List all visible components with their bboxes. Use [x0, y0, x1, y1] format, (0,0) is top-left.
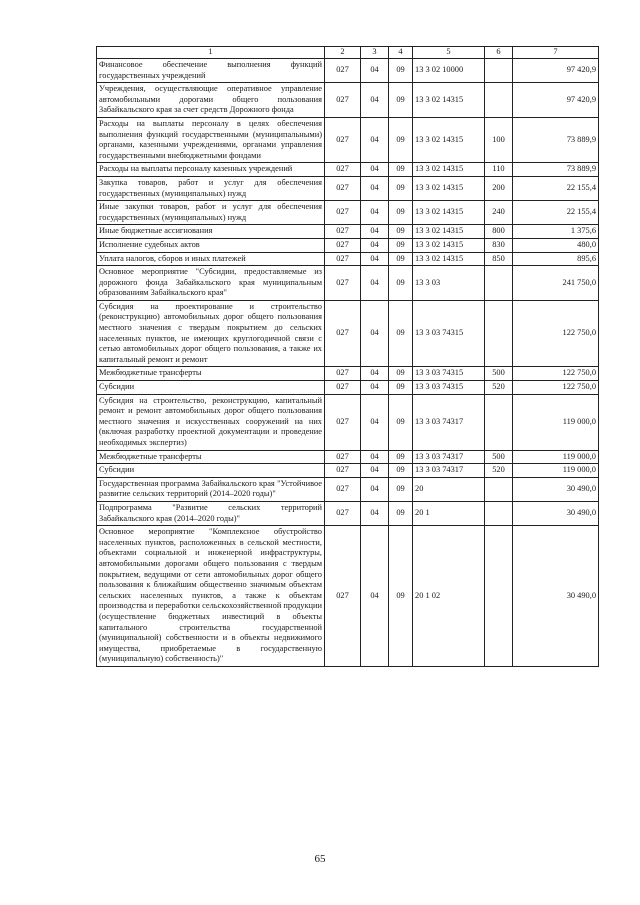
row-name-cell: Межбюджетные трансферты: [97, 450, 325, 464]
amount-cell: 1 375,6: [513, 225, 599, 239]
table-row: [97, 176, 599, 200]
admin-code-cell: 027: [325, 225, 361, 239]
amount-cell: 895,6: [513, 252, 599, 266]
admin-code-cell: 027: [325, 117, 361, 162]
amount-cell: 119 000,0: [513, 394, 599, 450]
row-name-cell: Иные закупки товаров, работ и услуг для обеспечения государственных (муниципальных) нужд: [97, 201, 325, 225]
col-header-6: 6: [485, 47, 513, 59]
row-name-cell: Закупка товаров, работ и услуг для обеспечения государственных (муниципальных) нужд: [97, 176, 325, 200]
target-article-cell: 13 3 03 74315: [413, 367, 485, 381]
row-name-cell: Государственная программа Забайкальского края "Устойчивое развитие сельских территорий (2014–2020 годы)": [97, 477, 325, 501]
section-code-cell: 04: [361, 501, 389, 525]
section-code-cell: 04: [361, 238, 389, 252]
expense-type-cell: 110: [485, 163, 513, 177]
expense-type-cell: [485, 477, 513, 501]
table-row: [97, 381, 599, 395]
target-article-cell: 20: [413, 477, 485, 501]
admin-code-cell: 027: [325, 450, 361, 464]
target-article-cell: 13 3 03 74317: [413, 464, 485, 478]
section-code-cell: 04: [361, 477, 389, 501]
row-name-cell: Подпрограмма "Развитие сельских территорий Забайкальского края (2014–2020 годы)": [97, 501, 325, 525]
expense-type-cell: 500: [485, 450, 513, 464]
amount-cell: 122 750,0: [513, 381, 599, 395]
subsection-code-cell: 09: [389, 526, 413, 667]
amount-cell: 73 889,9: [513, 117, 599, 162]
section-code-cell: 04: [361, 450, 389, 464]
table-row: [97, 526, 599, 667]
amount-cell: 22 155,4: [513, 201, 599, 225]
admin-code-cell: 027: [325, 176, 361, 200]
target-article-cell: 13 3 02 14315: [413, 83, 485, 118]
expense-type-cell: 240: [485, 201, 513, 225]
table-body: [97, 59, 599, 667]
section-code-cell: 04: [361, 225, 389, 239]
amount-cell: 119 000,0: [513, 450, 599, 464]
budget-table: [96, 46, 599, 667]
table-row: [97, 501, 599, 525]
admin-code-cell: 027: [325, 266, 361, 301]
section-code-cell: 04: [361, 464, 389, 478]
table-row: [97, 117, 599, 162]
amount-cell: 122 750,0: [513, 300, 599, 367]
subsection-code-cell: 09: [389, 238, 413, 252]
subsection-code-cell: 09: [389, 59, 413, 83]
target-article-cell: 13 3 02 14315: [413, 252, 485, 266]
target-article-cell: 13 3 02 14315: [413, 176, 485, 200]
col-header-1: 1: [97, 47, 325, 59]
table-row: [97, 300, 599, 367]
target-article-cell: 13 3 02 14315: [413, 238, 485, 252]
subsection-code-cell: 09: [389, 83, 413, 118]
col-header-7: 7: [513, 47, 599, 59]
admin-code-cell: 027: [325, 252, 361, 266]
expense-type-cell: 520: [485, 464, 513, 478]
expense-type-cell: 800: [485, 225, 513, 239]
col-header-5: 5: [413, 47, 485, 59]
table-row: [97, 201, 599, 225]
target-article-cell: 13 3 03 74317: [413, 450, 485, 464]
amount-cell: 22 155,4: [513, 176, 599, 200]
page-number: 65: [314, 853, 326, 865]
admin-code-cell: 027: [325, 381, 361, 395]
subsection-code-cell: 09: [389, 176, 413, 200]
amount-cell: 30 490,0: [513, 501, 599, 525]
section-code-cell: 04: [361, 300, 389, 367]
target-article-cell: 13 3 02 14315: [413, 117, 485, 162]
section-code-cell: 04: [361, 83, 389, 118]
expense-type-cell: 100: [485, 117, 513, 162]
admin-code-cell: 027: [325, 367, 361, 381]
section-code-cell: 04: [361, 176, 389, 200]
section-code-cell: 04: [361, 201, 389, 225]
row-name-cell: Иные бюджетные ассигнования: [97, 225, 325, 239]
subsection-code-cell: 09: [389, 394, 413, 450]
subsection-code-cell: 09: [389, 117, 413, 162]
col-header-4: 4: [389, 47, 413, 59]
section-code-cell: 04: [361, 59, 389, 83]
table-row: [97, 225, 599, 239]
table-row: [97, 59, 599, 83]
table-row: [97, 394, 599, 450]
expense-type-cell: 850: [485, 252, 513, 266]
admin-code-cell: 027: [325, 201, 361, 225]
col-header-3: 3: [361, 47, 389, 59]
table-row: [97, 252, 599, 266]
section-code-cell: 04: [361, 117, 389, 162]
admin-code-cell: 027: [325, 477, 361, 501]
table-header-row: [97, 47, 599, 59]
expense-type-cell: 830: [485, 238, 513, 252]
row-name-cell: Финансовое обеспечение выполнения функций государственных учреждений: [97, 59, 325, 83]
table-row: [97, 238, 599, 252]
row-name-cell: Расходы на выплаты персоналу казенных учреждений: [97, 163, 325, 177]
subsection-code-cell: 09: [389, 163, 413, 177]
row-name-cell: Основное мероприятие "Субсидии, предоставляемые из дорожного фонда Забайкальского края муниципальным образованиям Забайкальского края": [97, 266, 325, 301]
row-name-cell: Основное мероприятие "Комплексное обустройство населенных пунктов, расположенных в сельской местности, объектами социальной и инженерной инфраструктуры, автомобильными дорогами общего пользования с твердым покрытием, ведущими от сети автомобильных дорог общего пользования к ближайшим общественно значимым объектам сельских населенных пунктов, а также к объектам производства и переработки сельскохозяйственной продукции (осуществление бюджетных инвестиций в объекты капитального строительства государственной (муниципальной) собственности и в объекты недвижимого имущества, приобретаемые в государственную (муниципальную) собственность)": [97, 526, 325, 667]
amount-cell: 97 420,9: [513, 83, 599, 118]
admin-code-cell: 027: [325, 300, 361, 367]
expense-type-cell: 520: [485, 381, 513, 395]
row-name-cell: Субсидии: [97, 381, 325, 395]
section-code-cell: 04: [361, 252, 389, 266]
subsection-code-cell: 09: [389, 464, 413, 478]
amount-cell: 30 490,0: [513, 477, 599, 501]
subsection-code-cell: 09: [389, 225, 413, 239]
table-row: [97, 367, 599, 381]
subsection-code-cell: 09: [389, 367, 413, 381]
expense-type-cell: [485, 266, 513, 301]
section-code-cell: 04: [361, 163, 389, 177]
amount-cell: 73 889,9: [513, 163, 599, 177]
row-name-cell: Расходы на выплаты персоналу в целях обеспечения выполнения функций государственными (муниципальными) органами, казенными учреждениями, органами управления государственными внебюджетными фондами: [97, 117, 325, 162]
expense-type-cell: [485, 501, 513, 525]
section-code-cell: 04: [361, 367, 389, 381]
row-name-cell: Субсидия на проектирование и строительство (реконструкцию) автомобильных дорог общего пользования местного значения с твердым покрытием до сельских населенных пунктов, не имеющих круглогодичной связи с сетью автомобильных дорог общего пользования, а также их капитальный ремонт и ремонт: [97, 300, 325, 367]
target-article-cell: 20 1: [413, 501, 485, 525]
target-article-cell: 13 3 02 10000: [413, 59, 485, 83]
subsection-code-cell: 09: [389, 266, 413, 301]
table-row: [97, 477, 599, 501]
subsection-code-cell: 09: [389, 501, 413, 525]
expense-type-cell: [485, 526, 513, 667]
target-article-cell: 13 3 03: [413, 266, 485, 301]
admin-code-cell: 027: [325, 464, 361, 478]
target-article-cell: 20 1 02: [413, 526, 485, 667]
row-name-cell: Субсидии: [97, 464, 325, 478]
row-name-cell: Субсидия на строительство, реконструкцию, капитальный ремонт и ремонт автомобильных дорог общего пользования местного значения и искусственных сооружений на них (включая разработку проектной документации и проведение необходимых экспертиз): [97, 394, 325, 450]
table-row: [97, 83, 599, 118]
expense-type-cell: [485, 300, 513, 367]
admin-code-cell: 027: [325, 163, 361, 177]
section-code-cell: 04: [361, 381, 389, 395]
target-article-cell: 13 3 03 74317: [413, 394, 485, 450]
target-article-cell: 13 3 02 14315: [413, 163, 485, 177]
admin-code-cell: 027: [325, 83, 361, 118]
target-article-cell: 13 3 02 14315: [413, 201, 485, 225]
target-article-cell: 13 3 02 14315: [413, 225, 485, 239]
subsection-code-cell: 09: [389, 450, 413, 464]
target-article-cell: 13 3 03 74315: [413, 381, 485, 395]
expense-type-cell: [485, 83, 513, 118]
amount-cell: 97 420,9: [513, 59, 599, 83]
table-row: [97, 163, 599, 177]
amount-cell: 119 000,0: [513, 464, 599, 478]
admin-code-cell: 027: [325, 501, 361, 525]
amount-cell: 241 750,0: [513, 266, 599, 301]
subsection-code-cell: 09: [389, 477, 413, 501]
section-code-cell: 04: [361, 266, 389, 301]
expense-type-cell: 500: [485, 367, 513, 381]
section-code-cell: 04: [361, 526, 389, 667]
col-header-2: 2: [325, 47, 361, 59]
row-name-cell: Исполнение судебных актов: [97, 238, 325, 252]
amount-cell: 30 490,0: [513, 526, 599, 667]
admin-code-cell: 027: [325, 526, 361, 667]
admin-code-cell: 027: [325, 59, 361, 83]
expense-type-cell: [485, 59, 513, 83]
subsection-code-cell: 09: [389, 381, 413, 395]
table-row: [97, 266, 599, 301]
amount-cell: 480,0: [513, 238, 599, 252]
admin-code-cell: 027: [325, 238, 361, 252]
row-name-cell: Учреждения, осуществляющие оперативное управление автомобильными дорогами общего пользования Забайкальского края за счет средств Дорожного фонда: [97, 83, 325, 118]
subsection-code-cell: 09: [389, 201, 413, 225]
expense-type-cell: [485, 394, 513, 450]
target-article-cell: 13 3 03 74315: [413, 300, 485, 367]
subsection-code-cell: 09: [389, 252, 413, 266]
admin-code-cell: 027: [325, 394, 361, 450]
subsection-code-cell: 09: [389, 300, 413, 367]
amount-cell: 122 750,0: [513, 367, 599, 381]
section-code-cell: 04: [361, 394, 389, 450]
expense-type-cell: 200: [485, 176, 513, 200]
table-row: [97, 464, 599, 478]
row-name-cell: Уплата налогов, сборов и иных платежей: [97, 252, 325, 266]
table-row: [97, 450, 599, 464]
row-name-cell: Межбюджетные трансферты: [97, 367, 325, 381]
